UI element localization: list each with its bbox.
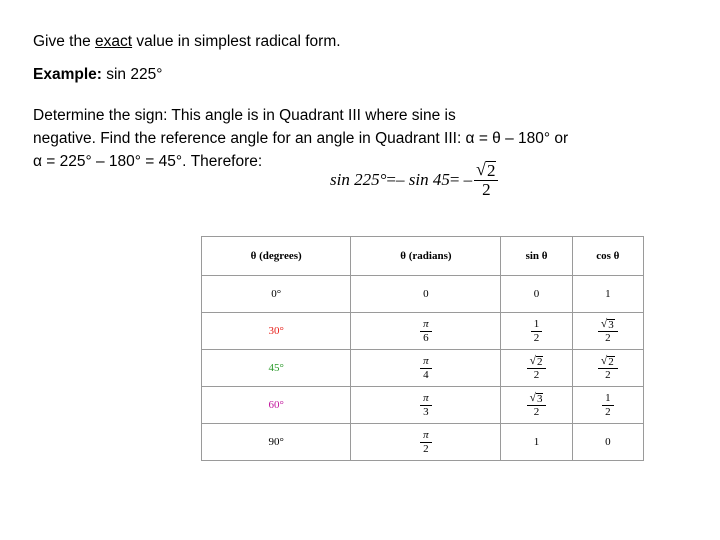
numerator: [527, 355, 547, 369]
cell-value: 0: [533, 288, 540, 300]
radian-cell: [351, 276, 501, 313]
radical-fraction: [527, 355, 547, 381]
fraction: [531, 318, 543, 343]
fraction: [420, 429, 432, 454]
table-header-row: [202, 237, 644, 276]
degree-cell: 60°: [202, 387, 351, 424]
table-row: [202, 424, 644, 461]
cos-cell: [572, 424, 643, 461]
sin-cell: [501, 387, 572, 424]
fraction: [420, 355, 432, 380]
denominator: 2: [533, 368, 540, 381]
degree-cell: 0°: [202, 276, 351, 313]
radicand: 3: [608, 318, 614, 331]
radical: [530, 356, 544, 368]
table-row: [202, 276, 644, 313]
cell-value: 0: [605, 436, 611, 448]
exact-emphasis: exact: [95, 33, 133, 50]
sin-cell: [501, 350, 572, 387]
numerator: π: [420, 318, 432, 331]
numerator: π: [420, 392, 432, 405]
radical: [601, 356, 615, 368]
header-sin: sin θ: [501, 237, 572, 276]
radian-cell: [351, 313, 501, 350]
radian-cell: [351, 387, 501, 424]
unit-circle-table: [201, 236, 644, 461]
denominator: 2: [423, 442, 429, 455]
cos-cell: [572, 387, 643, 424]
radical-sign: √: [529, 355, 536, 368]
example-label: Example:: [33, 66, 102, 83]
instruction-line: Give the exact value in simplest radical form.: [33, 33, 341, 50]
cos-cell: [572, 350, 643, 387]
numerator: [527, 392, 547, 406]
worked-equation: sin 225° = – sin 45 = – √ 2 2: [330, 158, 500, 202]
fraction: [602, 392, 614, 417]
table-row: [202, 350, 644, 387]
cell-value: 1: [533, 436, 540, 448]
denominator: 2: [533, 331, 540, 344]
header-degrees: θ (degrees): [202, 237, 351, 276]
cell-value: 0: [423, 288, 429, 300]
header-radians: θ (radians): [351, 237, 501, 276]
header-cos: cos θ: [572, 237, 643, 276]
radical-fraction: [527, 392, 547, 418]
sin-cell: [501, 313, 572, 350]
radicand: 2: [536, 355, 543, 368]
explanation-line-2: negative. Find the reference angle for an angle in Quadrant III: α = θ – 180° or: [33, 130, 569, 147]
table-row: [202, 387, 644, 424]
radicand: 2: [608, 355, 614, 368]
explanation-line-1: Determine the sign: This angle is in Quadrant III where sine is: [33, 107, 456, 124]
numerator: [598, 355, 618, 369]
cell-value: 1: [605, 288, 611, 300]
radical-sign: √: [600, 318, 608, 331]
sin-cell: [501, 424, 572, 461]
radical: [530, 393, 544, 405]
denominator: 2: [605, 331, 611, 344]
denominator: 2: [605, 368, 611, 381]
numerator: π: [420, 355, 432, 368]
radical-fraction: [598, 318, 618, 344]
fraction: [420, 392, 432, 417]
denominator: 6: [423, 331, 429, 344]
numerator: [598, 318, 618, 332]
denominator: 2: [605, 405, 611, 418]
radical-fraction: [598, 355, 618, 381]
sin-cell: [501, 276, 572, 313]
numerator: π: [420, 429, 432, 442]
denominator: 3: [423, 405, 429, 418]
cos-cell: [572, 313, 643, 350]
cos-cell: [572, 276, 643, 313]
radian-cell: [351, 350, 501, 387]
denominator: 2: [533, 405, 540, 418]
degree-cell: 90°: [202, 424, 351, 461]
radian-cell: [351, 424, 501, 461]
table-row: [202, 313, 644, 350]
radical-sign: √: [529, 392, 536, 405]
example-line: Example: sin 225°: [33, 66, 163, 83]
radical-sign: √: [600, 355, 608, 368]
denominator: 4: [423, 368, 429, 381]
numerator: 1: [531, 318, 543, 331]
numerator: 1: [602, 392, 614, 405]
radicand: 3: [536, 392, 543, 405]
root-two-over-two: √ 2 2: [474, 161, 498, 200]
radical: [601, 319, 615, 331]
explanation-line-3: α = 225° – 180° = 45°. Therefore:: [33, 153, 263, 170]
fraction: [420, 318, 432, 343]
degree-cell: 45°: [202, 350, 351, 387]
degree-cell: 30°: [202, 313, 351, 350]
